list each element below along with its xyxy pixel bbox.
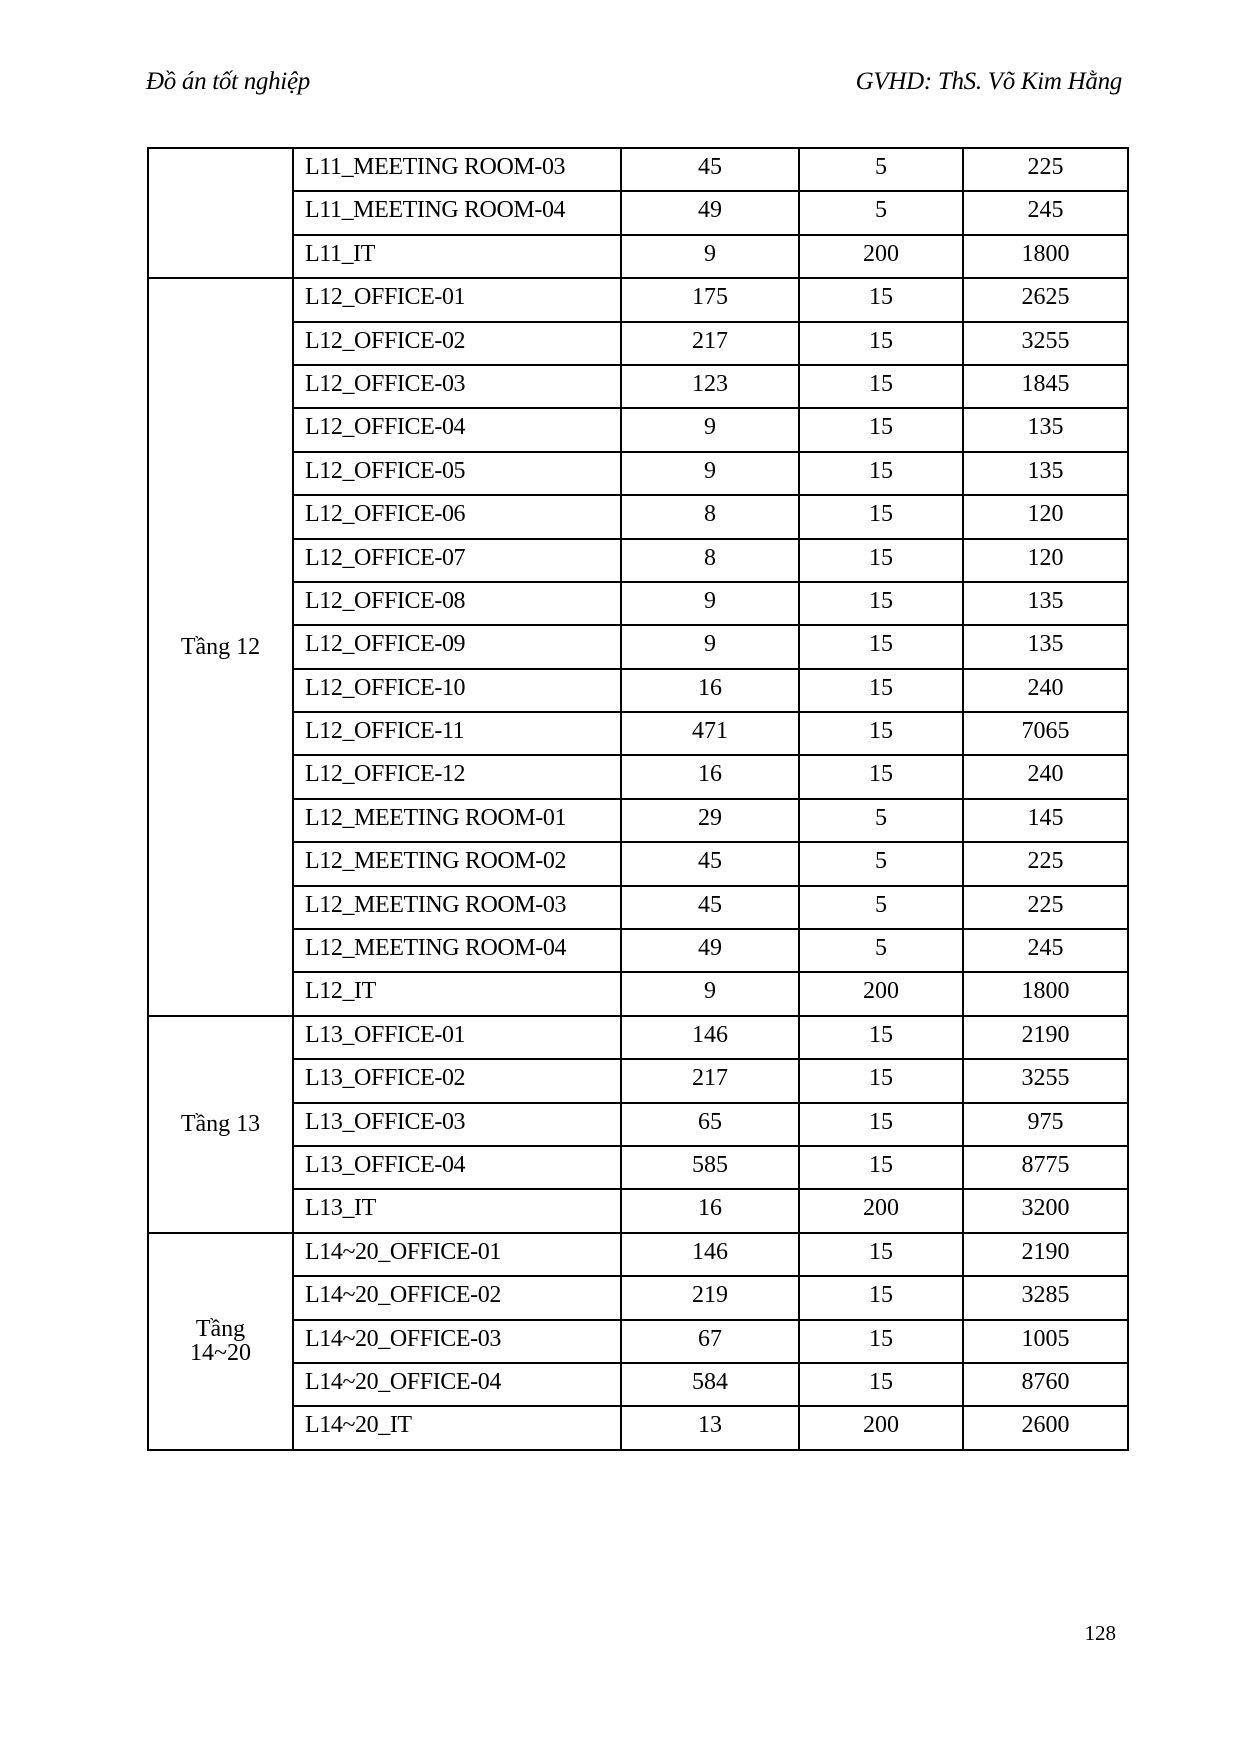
room-name-cell: L12_OFFICE-05 <box>293 452 621 495</box>
table-row <box>148 1233 1128 1276</box>
table-row <box>148 1146 1128 1189</box>
density-cell: 15 <box>799 1103 963 1146</box>
table-row <box>148 235 1128 278</box>
density-cell: 15 <box>799 1146 963 1189</box>
density-cell: 5 <box>799 799 963 842</box>
room-name-cell: L12_MEETING ROOM-01 <box>293 799 621 842</box>
table-row <box>148 929 1128 972</box>
density-cell: 15 <box>799 625 963 668</box>
total-cell: 135 <box>963 582 1128 625</box>
total-cell: 1800 <box>963 972 1128 1015</box>
density-cell: 15 <box>799 278 963 321</box>
table-row <box>148 1103 1128 1146</box>
table-row <box>148 278 1128 321</box>
area-cell: 45 <box>621 886 799 929</box>
area-cell: 219 <box>621 1276 799 1319</box>
floor-cell: Tầng 13 <box>148 1016 293 1233</box>
area-cell: 585 <box>621 1146 799 1189</box>
table-row <box>148 148 1128 191</box>
area-cell: 49 <box>621 929 799 972</box>
density-cell: 15 <box>799 322 963 365</box>
total-cell: 3255 <box>963 322 1128 365</box>
area-cell: 16 <box>621 669 799 712</box>
table-row <box>148 755 1128 798</box>
total-cell: 2625 <box>963 278 1128 321</box>
area-cell: 67 <box>621 1320 799 1363</box>
density-cell: 15 <box>799 365 963 408</box>
room-name-cell: L11_MEETING ROOM-03 <box>293 148 621 191</box>
density-cell: 15 <box>799 1276 963 1319</box>
area-cell: 123 <box>621 365 799 408</box>
total-cell: 1800 <box>963 235 1128 278</box>
density-cell: 15 <box>799 712 963 755</box>
total-cell: 7065 <box>963 712 1128 755</box>
table-row <box>148 1276 1128 1319</box>
total-cell: 145 <box>963 799 1128 842</box>
table-row <box>148 799 1128 842</box>
floor-cell <box>148 148 293 278</box>
room-name-cell: L14~20_OFFICE-04 <box>293 1363 621 1406</box>
room-name-cell: L12_OFFICE-02 <box>293 322 621 365</box>
total-cell: 225 <box>963 842 1128 885</box>
total-cell: 245 <box>963 191 1128 234</box>
floor-cell <box>148 1233 293 1450</box>
table-row <box>148 322 1128 365</box>
total-cell: 1845 <box>963 365 1128 408</box>
room-name-cell: L12_MEETING ROOM-02 <box>293 842 621 885</box>
room-name-cell: L12_OFFICE-07 <box>293 539 621 582</box>
room-name-cell: L14~20_OFFICE-02 <box>293 1276 621 1319</box>
density-cell: 15 <box>799 1016 963 1059</box>
table-row <box>148 886 1128 929</box>
room-name-cell: L11_IT <box>293 235 621 278</box>
table-row <box>148 712 1128 755</box>
density-cell: 5 <box>799 842 963 885</box>
floor-label-line1: Tầng <box>195 1316 246 1343</box>
area-cell: 9 <box>621 452 799 495</box>
density-cell: 15 <box>799 755 963 798</box>
total-cell: 3200 <box>963 1189 1128 1232</box>
area-cell: 8 <box>621 495 799 538</box>
table-row <box>148 539 1128 582</box>
room-load-table <box>147 147 1129 1451</box>
room-name-cell: L12_OFFICE-04 <box>293 408 621 451</box>
density-cell: 200 <box>799 1406 963 1449</box>
density-cell: 15 <box>799 669 963 712</box>
room-name-cell: L11_MEETING ROOM-04 <box>293 191 621 234</box>
total-cell: 8775 <box>963 1146 1128 1189</box>
total-cell: 2190 <box>963 1233 1128 1276</box>
total-cell: 240 <box>963 755 1128 798</box>
area-cell: 471 <box>621 712 799 755</box>
table-row <box>148 1320 1128 1363</box>
table-row <box>148 669 1128 712</box>
room-name-cell: L13_OFFICE-03 <box>293 1103 621 1146</box>
area-cell: 8 <box>621 539 799 582</box>
density-cell: 15 <box>799 452 963 495</box>
room-name-cell: L12_OFFICE-12 <box>293 755 621 798</box>
room-name-cell: L13_OFFICE-04 <box>293 1146 621 1189</box>
table-row <box>148 582 1128 625</box>
room-name-cell: L14~20_IT <box>293 1406 621 1449</box>
total-cell: 1005 <box>963 1320 1128 1363</box>
area-cell: 9 <box>621 625 799 668</box>
area-cell: 13 <box>621 1406 799 1449</box>
room-name-cell: L12_OFFICE-03 <box>293 365 621 408</box>
total-cell: 2190 <box>963 1016 1128 1059</box>
room-name-cell: L12_MEETING ROOM-03 <box>293 886 621 929</box>
room-name-cell: L13_OFFICE-02 <box>293 1059 621 1102</box>
table-row <box>148 842 1128 885</box>
density-cell: 15 <box>799 582 963 625</box>
density-cell: 5 <box>799 886 963 929</box>
table-row <box>148 408 1128 451</box>
room-name-cell: L12_OFFICE-06 <box>293 495 621 538</box>
total-cell: 2600 <box>963 1406 1128 1449</box>
room-name-cell: L14~20_OFFICE-01 <box>293 1233 621 1276</box>
density-cell: 15 <box>799 1059 963 1102</box>
room-name-cell: L12_OFFICE-09 <box>293 625 621 668</box>
room-name-cell: L13_OFFICE-01 <box>293 1016 621 1059</box>
total-cell: 245 <box>963 929 1128 972</box>
total-cell: 3255 <box>963 1059 1128 1102</box>
density-cell: 15 <box>799 495 963 538</box>
area-cell: 9 <box>621 582 799 625</box>
area-cell: 45 <box>621 148 799 191</box>
area-cell: 9 <box>621 408 799 451</box>
room-name-cell: L12_OFFICE-01 <box>293 278 621 321</box>
area-cell: 584 <box>621 1363 799 1406</box>
total-cell: 135 <box>963 408 1128 451</box>
area-cell: 9 <box>621 235 799 278</box>
area-cell: 16 <box>621 755 799 798</box>
density-cell: 200 <box>799 972 963 1015</box>
area-cell: 217 <box>621 1059 799 1102</box>
table-row <box>148 452 1128 495</box>
header-thesis-title: Đồ án tốt nghiệp <box>146 68 310 95</box>
density-cell: 15 <box>799 1320 963 1363</box>
total-cell: 225 <box>963 148 1128 191</box>
area-cell: 16 <box>621 1189 799 1232</box>
area-cell: 175 <box>621 278 799 321</box>
table-row <box>148 625 1128 668</box>
table-row <box>148 1406 1128 1449</box>
area-cell: 146 <box>621 1016 799 1059</box>
density-cell: 200 <box>799 1189 963 1232</box>
area-cell: 146 <box>621 1233 799 1276</box>
density-cell: 15 <box>799 1233 963 1276</box>
room-name-cell: L12_OFFICE-11 <box>293 712 621 755</box>
table-row <box>148 1189 1128 1232</box>
table-row <box>148 1363 1128 1406</box>
density-cell: 200 <box>799 235 963 278</box>
area-cell: 49 <box>621 191 799 234</box>
room-name-cell: L13_IT <box>293 1189 621 1232</box>
page-number: 128 <box>1084 1621 1116 1645</box>
total-cell: 3285 <box>963 1276 1128 1319</box>
density-cell: 15 <box>799 1363 963 1406</box>
total-cell: 975 <box>963 1103 1128 1146</box>
total-cell: 135 <box>963 452 1128 495</box>
area-cell: 65 <box>621 1103 799 1146</box>
floor-label-line2: 14~20 <box>190 1340 251 1367</box>
total-cell: 225 <box>963 886 1128 929</box>
room-name-cell: L12_IT <box>293 972 621 1015</box>
table-row <box>148 191 1128 234</box>
total-cell: 240 <box>963 669 1128 712</box>
area-cell: 45 <box>621 842 799 885</box>
table-row <box>148 1016 1128 1059</box>
density-cell: 15 <box>799 539 963 582</box>
density-cell: 5 <box>799 191 963 234</box>
room-name-cell: L12_MEETING ROOM-04 <box>293 929 621 972</box>
table-row <box>148 972 1128 1015</box>
total-cell: 120 <box>963 495 1128 538</box>
density-cell: 15 <box>799 408 963 451</box>
table-row <box>148 365 1128 408</box>
room-name-cell: L12_OFFICE-10 <box>293 669 621 712</box>
floor-cell: Tầng 12 <box>148 278 293 1016</box>
area-cell: 9 <box>621 972 799 1015</box>
total-cell: 135 <box>963 625 1128 668</box>
header-advisor: GVHD: ThS. Võ Kim Hằng <box>855 68 1122 95</box>
total-cell: 120 <box>963 539 1128 582</box>
table-row <box>148 495 1128 538</box>
room-name-cell: L12_OFFICE-08 <box>293 582 621 625</box>
table-row <box>148 1059 1128 1102</box>
area-cell: 29 <box>621 799 799 842</box>
density-cell: 5 <box>799 148 963 191</box>
area-cell: 217 <box>621 322 799 365</box>
density-cell: 5 <box>799 929 963 972</box>
room-name-cell: L14~20_OFFICE-03 <box>293 1320 621 1363</box>
total-cell: 8760 <box>963 1363 1128 1406</box>
